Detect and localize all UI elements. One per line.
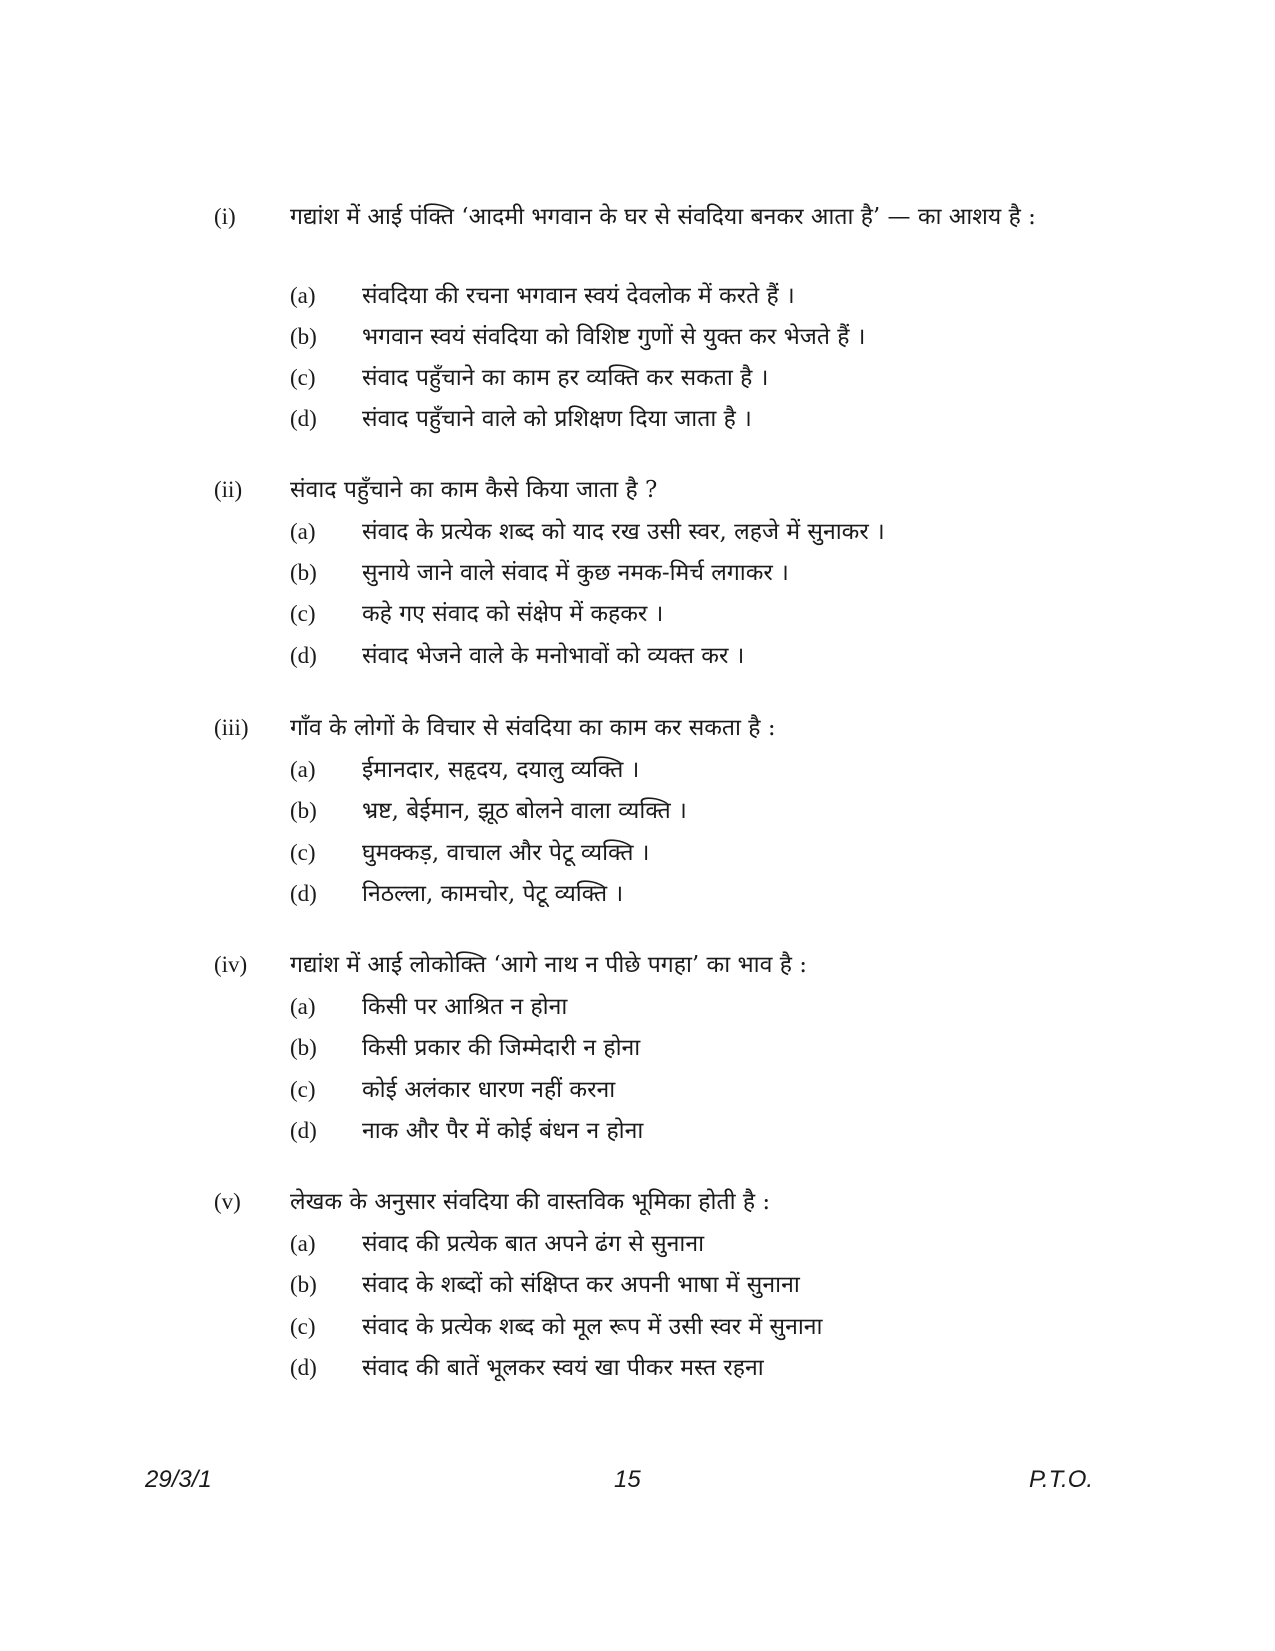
option-item	[0, 399, 1275, 439]
question-number: (iii)	[214, 715, 249, 740]
option-item	[0, 553, 1275, 593]
question-text: लेखक के अनुसार संवदिया की वास्तविक भूमिका होती है :	[290, 1189, 771, 1215]
option-text: संवाद पहुँचाने का काम हर व्यक्ति कर सकता है ।	[362, 365, 769, 391]
option-letter: (a)	[290, 1231, 316, 1256]
option-text: संवाद के प्रत्येक शब्द को याद रख उसी स्वर, लहजे में सुनाकर ।	[362, 519, 885, 545]
option-item	[0, 1070, 1275, 1110]
option-letter: (b)	[290, 560, 317, 585]
option-text: ईमानदार, सहृदय, दयालु व्यक्ति ।	[362, 757, 640, 783]
option-letter: (c)	[290, 365, 316, 390]
option-letter: (a)	[290, 994, 316, 1019]
option-text: संवाद की बातें भूलकर स्वयं खा पीकर मस्त रहना	[362, 1355, 764, 1381]
option-item	[0, 594, 1275, 634]
option-letter: (c)	[290, 1077, 316, 1102]
option-item	[0, 1224, 1275, 1264]
option-letter: (c)	[290, 601, 316, 626]
option-item	[0, 833, 1275, 873]
option-letter: (c)	[290, 1314, 316, 1339]
option-letter: (b)	[290, 324, 317, 349]
option-text: संवाद की प्रत्येक बात अपने ढंग से सुनाना	[362, 1231, 705, 1257]
option-item	[0, 276, 1275, 316]
option-letter: (d)	[290, 406, 317, 431]
option-text: संवदिया की रचना भगवान स्वयं देवलोक में करते हैं ।	[362, 283, 795, 309]
question-number: (i)	[214, 204, 236, 229]
option-text: संवाद के प्रत्येक शब्द को मूल रूप में उसी स्वर में सुनाना	[362, 1314, 823, 1340]
option-item	[0, 358, 1275, 398]
option-text: सुनाये जाने वाले संवाद में कुछ नमक-मिर्च लगाकर ।	[362, 560, 789, 586]
option-item	[0, 1348, 1275, 1388]
option-item	[0, 1307, 1275, 1347]
option-letter: (b)	[290, 1035, 317, 1060]
option-letter: (d)	[290, 881, 317, 906]
option-item	[0, 317, 1275, 357]
option-item	[0, 874, 1275, 914]
question-text: गद्यांश में आई पंक्ति ‘आदमी भगवान के घर से संवदिया बनकर आता है’ — का आशय है :	[290, 204, 1036, 230]
option-letter: (b)	[290, 1272, 317, 1297]
pto-label: P.T.O.	[1029, 1466, 1094, 1493]
option-text: संवाद भेजने वाले के मनोभावों को व्यक्त कर ।	[362, 643, 745, 669]
option-item	[0, 512, 1275, 552]
option-letter: (c)	[290, 840, 316, 865]
option-text: संवाद पहुँचाने वाले को प्रशिक्षण दिया जाता है ।	[362, 406, 752, 432]
option-text: निठल्ला, कामचोर, पेटू व्यक्ति ।	[362, 881, 624, 907]
option-letter: (d)	[290, 1355, 317, 1380]
option-text: भगवान स्वयं संवदिया को विशिष्ट गुणों से युक्त कर भेजते हैं ।	[362, 324, 866, 350]
option-text: कहे गए संवाद को संक्षेप में कहकर ।	[362, 601, 664, 627]
question-number: (iv)	[214, 952, 248, 977]
option-text: नाक और पैर में कोई बंधन न होना	[362, 1118, 644, 1144]
option-letter: (a)	[290, 283, 316, 308]
option-item	[0, 1265, 1275, 1305]
question-text: गाँव के लोगों के विचार से संवदिया का काम कर सकता है :	[290, 715, 776, 741]
question-text: गद्यांश में आई लोकोक्ति ‘आगे नाथ न पीछे पगहा’ का भाव है :	[290, 952, 807, 978]
question-number: (ii)	[214, 477, 243, 502]
option-letter: (d)	[290, 643, 317, 668]
paper-code: 29/3/1	[145, 1466, 212, 1493]
option-item	[0, 987, 1275, 1027]
option-text: भ्रष्ट, बेईमान, झूठ बोलने वाला व्यक्ति ।	[362, 798, 687, 824]
option-text: कोई अलंकार धारण नहीं करना	[362, 1077, 616, 1103]
option-item	[0, 636, 1275, 676]
question-text: संवाद पहुँचाने का काम कैसे किया जाता है ?	[290, 477, 658, 503]
option-text: संवाद के शब्दों को संक्षिप्त कर अपनी भाषा में सुनाना	[362, 1272, 800, 1298]
option-text: घुमक्कड़, वाचाल और पेटू व्यक्ति ।	[362, 840, 650, 866]
option-item	[0, 1111, 1275, 1151]
option-letter: (a)	[290, 519, 316, 544]
question-number: (v)	[214, 1189, 241, 1214]
option-letter: (d)	[290, 1118, 317, 1143]
page-number: 15	[614, 1466, 641, 1493]
option-text: किसी प्रकार की जिम्मेदारी न होना	[362, 1035, 641, 1061]
option-item	[0, 791, 1275, 831]
option-letter: (b)	[290, 798, 317, 823]
option-text: किसी पर आश्रित न होना	[362, 994, 568, 1020]
option-letter: (a)	[290, 757, 316, 782]
option-item	[0, 1028, 1275, 1068]
option-item	[0, 750, 1275, 790]
